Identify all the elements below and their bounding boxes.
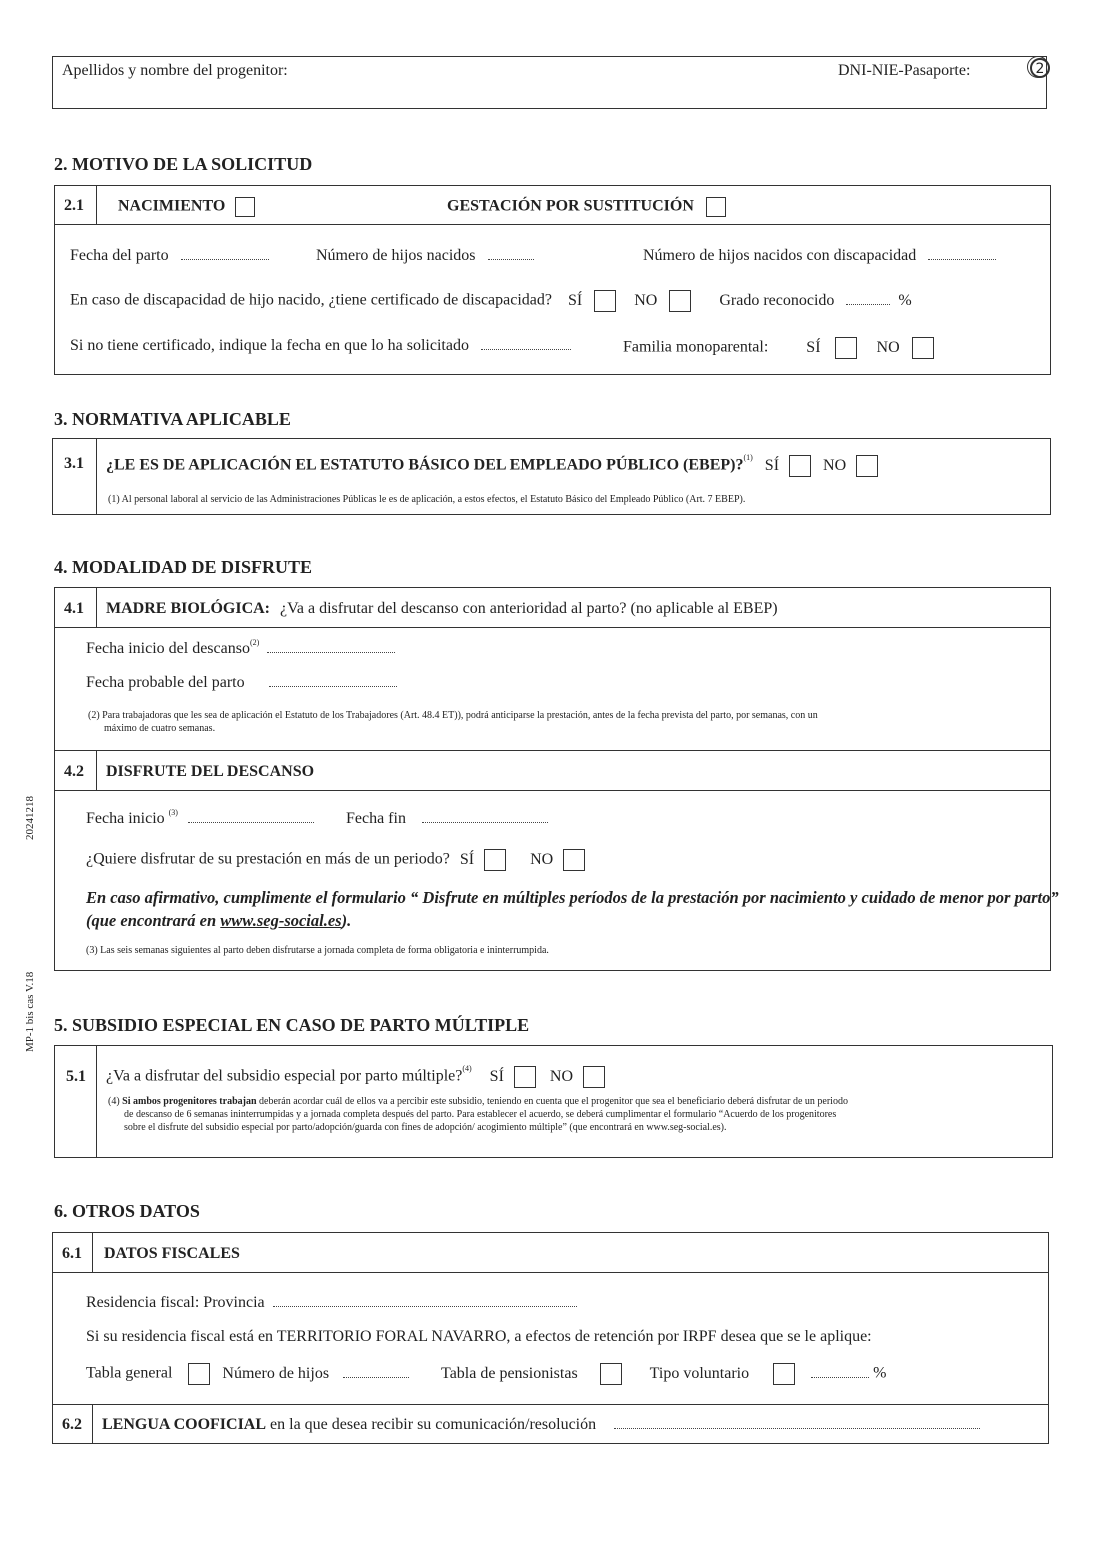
num-hijos-disc-label: Número de hijos nacidos con discapacidad xyxy=(643,247,917,264)
datos-fiscales-label: DATOS FISCALES xyxy=(104,1245,240,1262)
ebep-si-label: SÍ xyxy=(764,456,780,474)
progenitor-name-label: Apellidos y nombre del progenitor: xyxy=(62,62,288,79)
fecha-inicio-descanso-field[interactable] xyxy=(267,651,395,653)
multiples-periodos-note-3: ). xyxy=(341,911,352,930)
footnote-3: (3) Las seis semanas siguientes al parto deben disfrutarse a jornada completa de forma obligatoria e ininterrumpida. xyxy=(86,945,549,956)
footnote-2-line2: máximo de cuatro semanas. xyxy=(104,723,216,734)
gestacion-label: GESTACIÓN POR SUSTITUCIÓN xyxy=(447,197,694,215)
periodos-no-checkbox[interactable] xyxy=(563,849,585,871)
fecha-inicio-label: Fecha inicio xyxy=(86,810,165,827)
num-hijos-fiscal-label: Número de hijos xyxy=(222,1364,330,1382)
fecha-probable-label: Fecha probable del parto xyxy=(86,674,245,691)
multiples-periodos-note: En caso afirmativo, cumplimente el formulario “ Disfrute en múltiples períodos de la prestación por nacimiento y cuidado de menor por parto” xyxy=(86,888,1059,907)
footnote-4-line2: de descanso de 6 semanas ininterrumpidas y a jornada completa después del parto. Para establecer el acuerdo, se deberá cumplimentar el formulario “Acuerdo de los progenitores xyxy=(124,1109,837,1120)
no-cert-label: Si no tiene certificado, indique la fecha en que lo ha solicitado xyxy=(70,337,469,354)
section-6-title: 6. OTROS DATOS xyxy=(54,1201,200,1221)
ebep-si-checkbox[interactable] xyxy=(789,455,811,477)
multiple-no-checkbox[interactable] xyxy=(583,1066,605,1088)
periodos-si-checkbox[interactable] xyxy=(484,849,506,871)
fecha-inicio-field[interactable] xyxy=(188,821,314,823)
mono-no-label: NO xyxy=(876,338,900,356)
page-number-badge: 2 xyxy=(1030,58,1050,78)
num-hijos-fiscal-field[interactable] xyxy=(343,1376,409,1378)
gestacion-checkbox[interactable] xyxy=(706,197,726,217)
monoparental-label: Familia monoparental: xyxy=(623,338,769,356)
lengua-cooficial-label: LENGUA COOFICIAL xyxy=(102,1416,267,1433)
section-6-1-number: 6.1 xyxy=(62,1245,82,1262)
residencia-field[interactable] xyxy=(273,1305,577,1307)
ebep-footnote-ref: (1) xyxy=(743,453,753,462)
fecha-parto-field[interactable] xyxy=(181,258,269,260)
footnote-4-prefix: (4) xyxy=(108,1096,123,1107)
footnote-4-line3: sobre el disfrute del subsidio especial por parto/adopción/guarda con fines de adopción/ acogimiento múltiple” (que encontrará en www.seg-social.es). xyxy=(124,1122,727,1133)
grado-label: Grado reconocido xyxy=(719,291,835,309)
footnote-4-ref: (4) xyxy=(462,1064,472,1073)
section-3-title: 3. NORMATIVA APLICABLE xyxy=(54,409,291,429)
lengua-cooficial-field[interactable] xyxy=(614,1427,980,1429)
tipo-voluntario-pct: % xyxy=(873,1364,887,1382)
form-version-vertical: MP-1 bis cas V.18 xyxy=(24,971,36,1052)
parto-multiple-question: ¿Va a disfrutar del subsidio especial por parto múltiple? xyxy=(106,1067,463,1085)
section-4-title: 4. MODALIDAD DE DISFRUTE xyxy=(54,557,313,577)
tipo-voluntario-label: Tipo voluntario xyxy=(649,1364,750,1382)
multiple-no-label: NO xyxy=(549,1067,574,1085)
ebep-no-label: NO xyxy=(823,456,847,474)
num-hijos-disc-field[interactable] xyxy=(928,258,996,260)
footnote-2-line1: (2) Para trabajadoras que les sea de aplicación el Estatuto de los Trabajadores (Art. 48.4 ET)), podrá anticiparse la prestación, antes de la fecha prevista del parto, por semanas, con un xyxy=(88,710,818,721)
cert-no-label: NO xyxy=(634,291,658,309)
periodos-si-label: SÍ xyxy=(459,850,475,868)
ebep-question: ¿LE ES DE APLICACIÓN EL ESTATUTO BÁSICO DEL EMPLEADO PÚBLICO (EBEP)? xyxy=(106,456,744,474)
tabla-pens-checkbox[interactable] xyxy=(600,1363,622,1385)
fecha-parto-label: Fecha del parto xyxy=(70,247,169,264)
mono-si-label: SÍ xyxy=(806,338,821,356)
disfrute-descanso-label: DISFRUTE DEL DESCANSO xyxy=(106,763,315,780)
section-2-1-number: 2.1 xyxy=(64,197,84,214)
cert-si-label: SÍ xyxy=(568,291,583,309)
nacimiento-label: NACIMIENTO xyxy=(118,197,226,215)
num-hijos-field[interactable] xyxy=(488,258,534,260)
dni-label: DNI-NIE-Pasaporte: xyxy=(838,62,971,79)
periodos-no-label: NO xyxy=(530,850,554,868)
madre-biologica-label: MADRE BIOLÓGICA: xyxy=(106,600,271,617)
residencia-label: Residencia fiscal: Provincia xyxy=(86,1294,265,1311)
fecha-probable-field[interactable] xyxy=(269,685,397,687)
periodos-question: ¿Quiere disfrutar de su prestación en más de un periodo? xyxy=(86,850,450,868)
ebep-footnote: (1) Al personal laboral al servicio de las Administraciones Públicas le es de aplicación, a estos efectos, el Estatuto Básico del Empleado Público (Art. 7 EBEP). xyxy=(108,494,746,505)
form-code-vertical: 20241218 xyxy=(24,796,36,840)
tabla-pens-label: Tabla de pensionistas xyxy=(441,1364,578,1382)
footnote-3-ref: (3) xyxy=(168,808,178,817)
cert-si-checkbox[interactable] xyxy=(594,290,616,312)
seg-social-link[interactable]: www.seg-social.es xyxy=(220,911,342,930)
multiple-si-label: SÍ xyxy=(489,1067,504,1085)
multiples-periodos-note-2: (que encontrará en xyxy=(86,911,221,930)
section-4-2-number: 4.2 xyxy=(64,763,84,780)
fecha-fin-field[interactable] xyxy=(422,821,548,823)
footnote-2-ref: (2) xyxy=(249,638,260,647)
section-5-1-number: 5.1 xyxy=(66,1068,86,1085)
section-6-2-number: 6.2 xyxy=(62,1416,82,1433)
section-4-1-number: 4.1 xyxy=(64,600,84,617)
ebep-no-checkbox[interactable] xyxy=(856,455,878,477)
footnote-4-bold: Si ambos progenitores trabajan xyxy=(122,1096,257,1107)
section-5-title: 5. SUBSIDIO ESPECIAL EN CASO DE PARTO MÚLTIPLE xyxy=(54,1015,530,1035)
madre-question: ¿Va a disfrutar del descanso con anterioridad al parto? (no aplicable al EBEP) xyxy=(280,600,778,617)
navarro-text: Si su residencia fiscal está en TERRITORIO FORAL NAVARRO, a efectos de retención por IRPF desea que se le aplique: xyxy=(86,1328,872,1345)
lengua-cooficial-text: en la que desea recibir su comunicación/resolución xyxy=(266,1416,597,1433)
tabla-general-label: Tabla general xyxy=(86,1364,173,1382)
nacimiento-checkbox[interactable] xyxy=(235,197,255,217)
grado-field[interactable] xyxy=(846,303,890,305)
section-3-1-number: 3.1 xyxy=(64,455,84,472)
cert-no-checkbox[interactable] xyxy=(669,290,691,312)
tipo-voluntario-checkbox[interactable] xyxy=(773,1363,795,1385)
tabla-general-checkbox[interactable] xyxy=(188,1363,210,1385)
fecha-inicio-descanso-label: Fecha inicio del descanso xyxy=(86,640,250,657)
no-cert-date-field[interactable] xyxy=(481,348,571,350)
footnote-4-line1: deberán acordar cuál de ellos va a percibir este subsidio, teniendo en cuenta que el progenitor que sea el beneficiario deberá disfrutar de un periodo xyxy=(256,1096,848,1107)
fecha-fin-label: Fecha fin xyxy=(345,810,406,827)
section-2-title: 2. MOTIVO DE LA SOLICITUD xyxy=(54,154,313,174)
certificado-question: En caso de discapacidad de hijo nacido, ¿tiene certificado de discapacidad? xyxy=(70,291,552,309)
num-hijos-label: Número de hijos nacidos xyxy=(316,247,476,264)
tipo-voluntario-field[interactable] xyxy=(811,1376,869,1378)
grado-pct: % xyxy=(898,291,912,309)
mono-si-checkbox[interactable] xyxy=(835,337,857,359)
multiple-si-checkbox[interactable] xyxy=(514,1066,536,1088)
mono-no-checkbox[interactable] xyxy=(912,337,934,359)
